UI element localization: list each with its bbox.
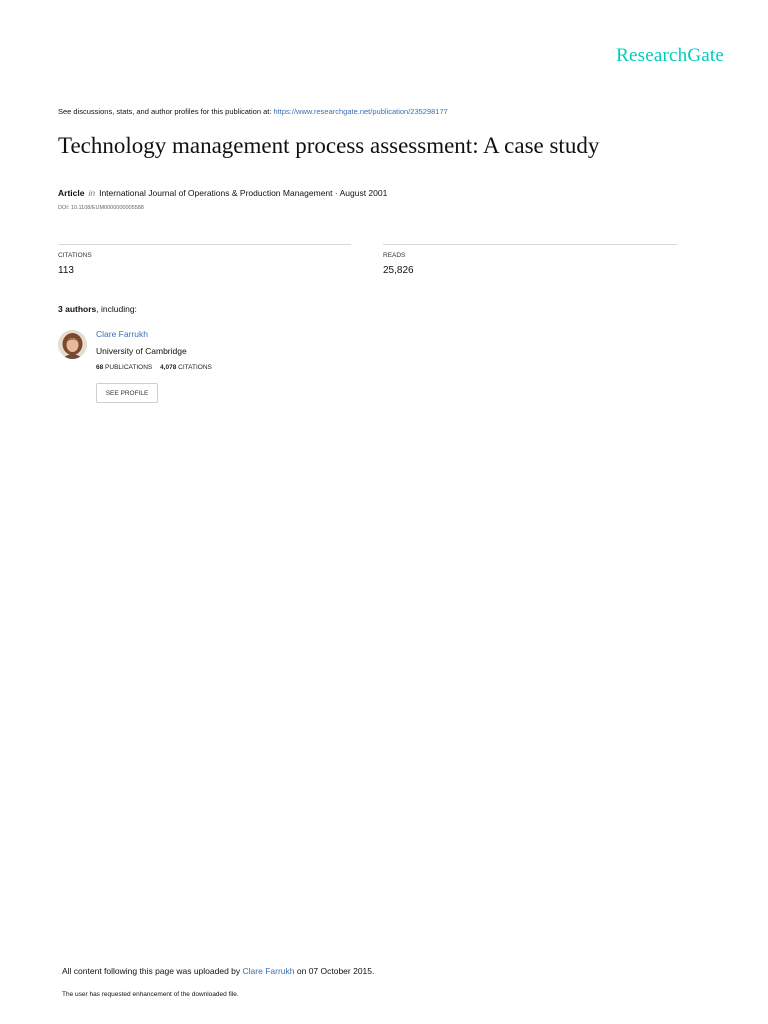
researchgate-logo[interactable]: ResearchGate bbox=[616, 45, 724, 66]
upload-notice bbox=[62, 966, 374, 976]
uploader-link[interactable]: Clare Farrukh bbox=[242, 966, 295, 976]
publication-doi[interactable]: DOI: 10.1108/EUM0000000005588 bbox=[58, 205, 144, 211]
see-profile-button[interactable]: SEE PROFILE bbox=[96, 383, 158, 403]
reads-value: 25,826 bbox=[383, 265, 414, 276]
author-citations-count: 4,078 bbox=[160, 364, 177, 371]
authors-including: , including: bbox=[96, 304, 137, 314]
enhancement-note: The user has requested enhancement of the downloaded file. bbox=[62, 991, 239, 998]
upload-prefix: All content following this page was uploaded by bbox=[62, 966, 241, 976]
citations-stat bbox=[58, 244, 351, 276]
upload-suffix: on 07 October 2015. bbox=[296, 966, 375, 976]
reads-stat bbox=[383, 244, 677, 276]
publication-venue[interactable]: International Journal of Operations & Production Management · August 2001 bbox=[99, 188, 388, 198]
reads-label: READS bbox=[383, 252, 406, 259]
discussion-prefix: See discussions, stats, and author profiles for this publication at: bbox=[58, 107, 272, 116]
discussion-line bbox=[58, 107, 448, 116]
citations-label: CITATIONS bbox=[58, 252, 92, 259]
avatar-portrait-icon bbox=[58, 330, 87, 359]
author-stats bbox=[96, 364, 212, 371]
author-publications-label: PUBLICATIONS bbox=[105, 364, 153, 371]
author-citations-label: CITATIONS bbox=[178, 364, 212, 371]
publication-type: Article bbox=[58, 188, 85, 198]
author-name-link[interactable]: Clare Farrukh bbox=[96, 329, 148, 339]
authors-count: 3 authors bbox=[58, 304, 97, 314]
author-avatar[interactable] bbox=[58, 330, 87, 359]
citations-value: 113 bbox=[58, 265, 74, 276]
publication-link[interactable]: https://www.researchgate.net/publication/235298177 bbox=[273, 107, 448, 116]
authors-heading bbox=[58, 304, 137, 314]
author-institution: University of Cambridge bbox=[96, 346, 187, 356]
publication-meta bbox=[58, 188, 387, 198]
in-word: in bbox=[88, 188, 96, 198]
author-publications-count: 68 bbox=[96, 364, 104, 371]
publication-title: Technology management process assessment: A case study bbox=[58, 133, 600, 158]
